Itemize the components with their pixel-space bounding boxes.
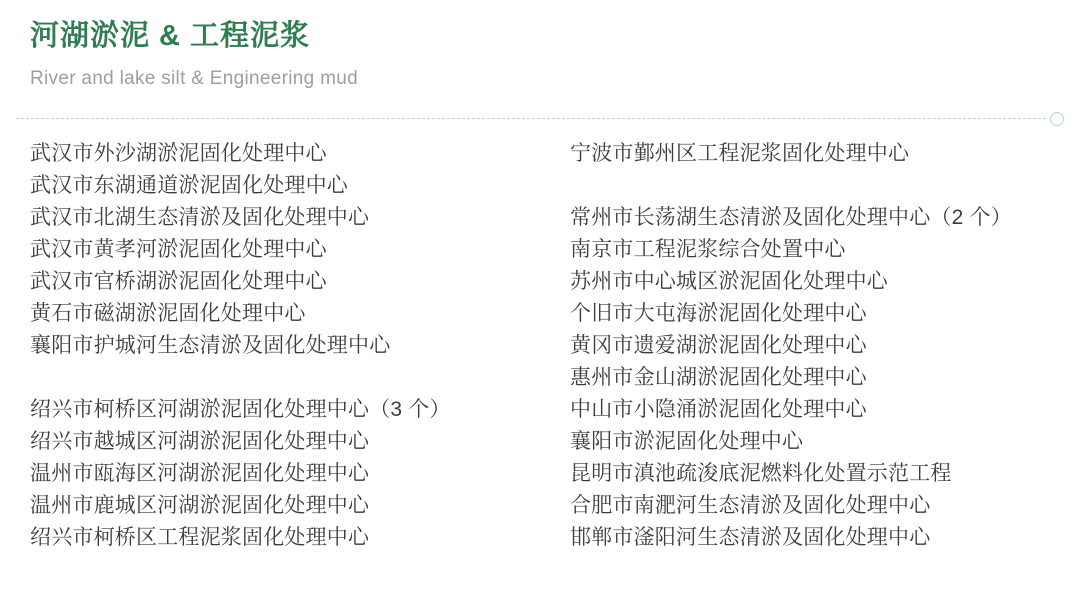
list-item: 常州市长荡湖生态清淤及固化处理中心（2 个）: [570, 205, 1012, 229]
list-item: 武汉市北湖生态清淤及固化处理中心: [30, 205, 370, 229]
right-column: [536, 138, 1080, 554]
divider: [16, 112, 1064, 126]
divider-dot-icon: [1050, 112, 1064, 126]
list-item: 黄石市磁湖淤泥固化处理中心: [30, 301, 306, 325]
list-item: 武汉市黄孝河淤泥固化处理中心: [30, 237, 327, 261]
list-item: 绍兴市越城区河湖淤泥固化处理中心: [30, 429, 370, 453]
page-title: 河湖淤泥 & 工程泥浆: [30, 20, 311, 52]
list-item: 中山市小隐涌淤泥固化处理中心: [570, 397, 867, 421]
list-item: 襄阳市护城河生态清淤及固化处理中心: [30, 333, 391, 357]
list-item: 邯郸市滏阳河生态清淤及固化处理中心: [570, 525, 931, 549]
list-item: 武汉市东湖通道淤泥固化处理中心: [30, 173, 348, 197]
list-item: 合肥市南淝河生态清淤及固化处理中心: [570, 493, 931, 517]
list-item: 黄冈市遗爱湖淤泥固化处理中心: [570, 333, 867, 357]
list-item: 昆明市滇池疏浚底泥燃料化处置示范工程: [570, 461, 952, 485]
list-item: 温州市瓯海区河湖淤泥固化处理中心: [30, 461, 370, 485]
list-item: 个旧市大屯海淤泥固化处理中心: [570, 301, 867, 325]
list-item: 温州市鹿城区河湖淤泥固化处理中心: [30, 493, 370, 517]
list-item: 惠州市金山湖淤泥固化处理中心: [570, 365, 867, 389]
list-item: 苏州市中心城区淤泥固化处理中心: [570, 269, 888, 293]
divider-line: [16, 118, 1046, 119]
left-column: [0, 138, 536, 554]
list-item: 襄阳市淤泥固化处理中心: [570, 429, 804, 453]
content-columns: [0, 126, 1080, 554]
list-item: 宁波市鄞州区工程泥浆固化处理中心: [570, 141, 910, 165]
list-item: 绍兴市柯桥区工程泥浆固化处理中心: [30, 525, 370, 549]
list-item: 武汉市官桥湖淤泥固化处理中心: [30, 269, 327, 293]
list-item: 武汉市外沙湖淤泥固化处理中心: [30, 141, 327, 165]
list-item: 南京市工程泥浆综合处置中心: [570, 237, 846, 261]
slide-header: [0, 0, 1080, 90]
page-subtitle: River and lake silt & Engineering mud: [30, 67, 358, 89]
list-item: 绍兴市柯桥区河湖淤泥固化处理中心（3 个）: [30, 397, 451, 421]
